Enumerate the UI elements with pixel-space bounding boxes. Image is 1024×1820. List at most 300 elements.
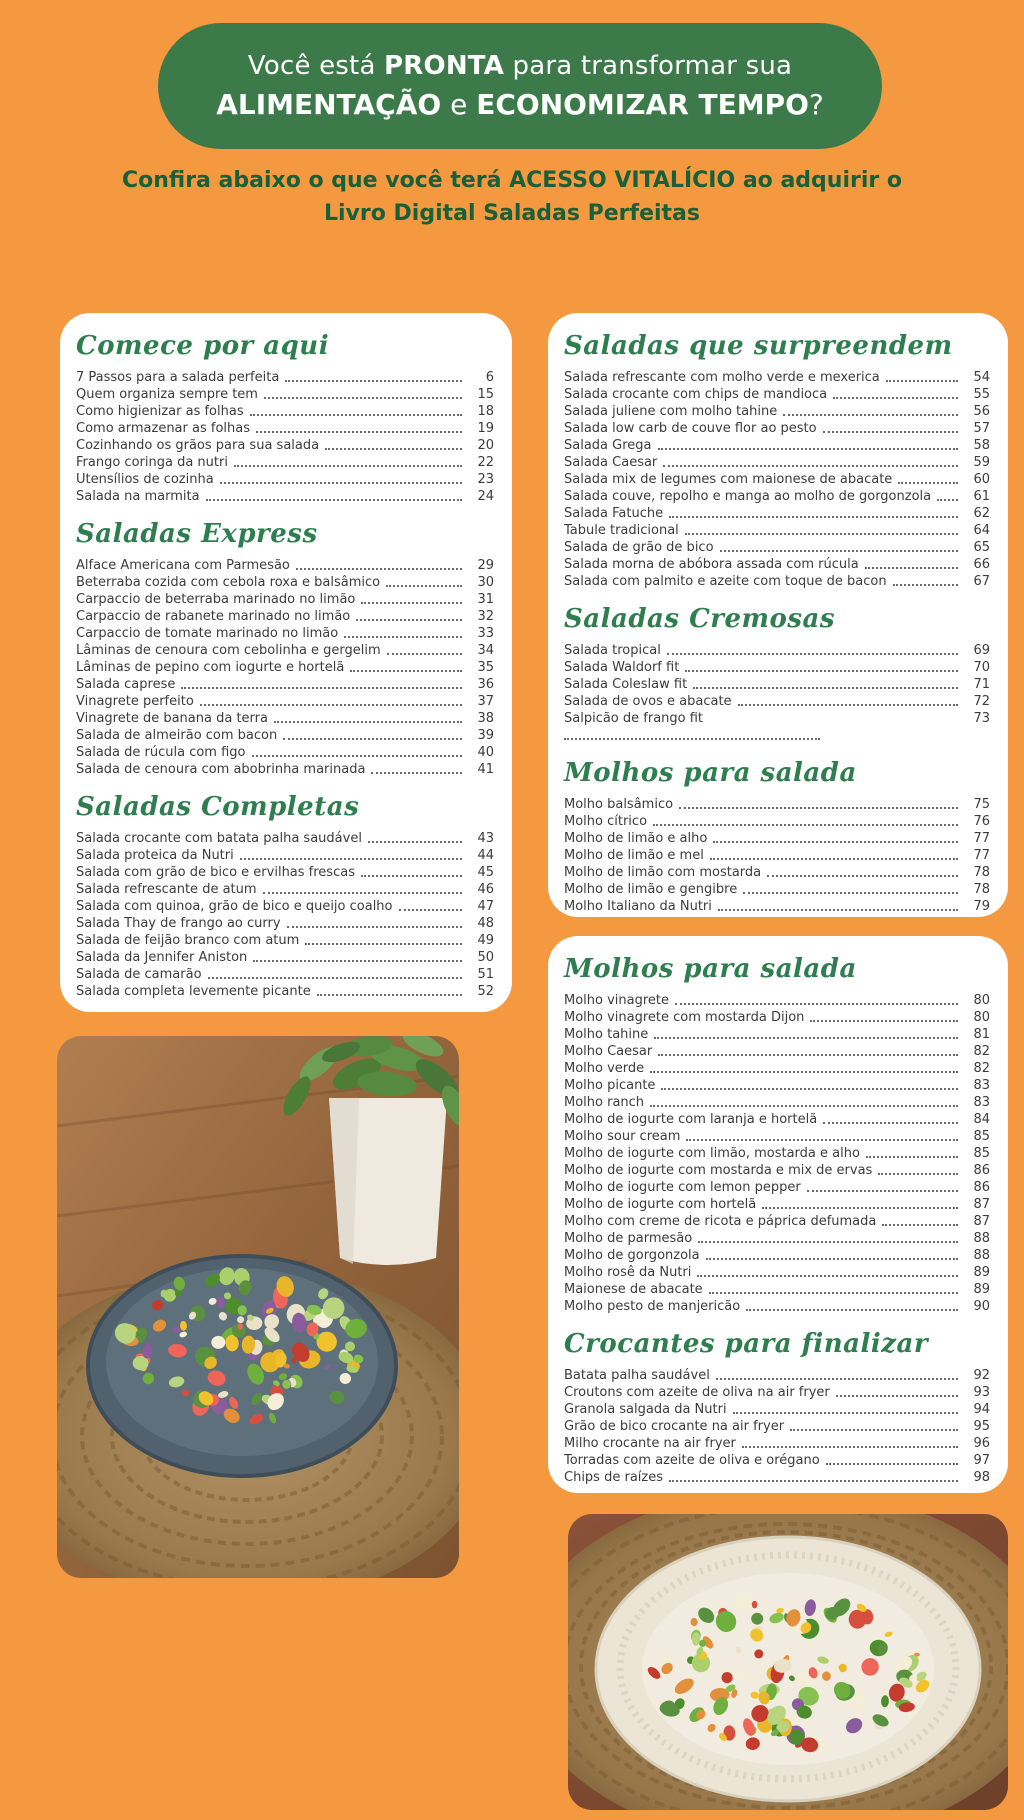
toc-item-label: Vinagrete de banana da terra: [76, 711, 268, 726]
toc-item: [564, 1435, 990, 1452]
dot-leader: [234, 465, 462, 467]
toc-item: [564, 369, 990, 386]
toc-item: [76, 403, 494, 420]
toc-item: [76, 881, 494, 898]
toc-item: [564, 1009, 990, 1026]
toc-item: [564, 386, 990, 403]
dot-leader: [250, 414, 462, 416]
toc-item-page: 85: [973, 1146, 990, 1161]
salad-photo-left: [57, 1036, 459, 1578]
toc-item: [564, 1043, 990, 1060]
toc-item-page: 20: [477, 438, 494, 453]
toc-item-label: Molho de iogurte com laranja e hortelã: [564, 1112, 818, 1127]
toc-item: [76, 386, 494, 403]
toc-item-page: 55: [973, 387, 990, 402]
toc-item-label: Salada tropical: [564, 643, 661, 658]
toc-item-label: Como armazenar as folhas: [76, 421, 250, 436]
dot-leader: [679, 807, 958, 809]
dot-leader: [767, 875, 958, 877]
toc-item: [564, 403, 990, 420]
toc-item-label: Salada juliene com molho tahine: [564, 404, 778, 419]
dot-leader: [882, 1224, 958, 1226]
toc-item-page: 88: [973, 1231, 990, 1246]
toc-item-label: Molho sour cream: [564, 1129, 681, 1144]
subtitle: [0, 164, 1024, 230]
toc-item-page: 39: [477, 728, 494, 743]
toc-item: [564, 1247, 990, 1264]
toc-item: [564, 813, 990, 830]
toc-item: [76, 864, 494, 881]
toc-item-page: 29: [477, 558, 494, 573]
toc-item-label: Salada completa levemente picante: [76, 984, 311, 999]
toc-item-page: 79: [973, 899, 990, 914]
toc-item-page: 41: [477, 762, 494, 777]
dot-leader: [356, 619, 462, 621]
toc-item-page: 78: [973, 865, 990, 880]
toc-item: [76, 693, 494, 710]
dot-leader: [350, 670, 462, 672]
toc-item-page: 31: [477, 592, 494, 607]
toc-item-label: Salada de grão de bico: [564, 540, 714, 555]
toc-card-right-top: [548, 313, 1008, 917]
toc-item-page: 40: [477, 745, 494, 760]
dot-leader: [658, 448, 959, 450]
toc-item-page: 71: [973, 677, 990, 692]
toc-item-page: 87: [973, 1197, 990, 1212]
toc-item-page: 86: [973, 1180, 990, 1195]
dot-leader: [287, 926, 462, 928]
dot-leader: [240, 858, 462, 860]
toc-item: [564, 1367, 990, 1384]
dot-leader: [746, 1309, 958, 1311]
toc-item: [564, 505, 990, 522]
toc-item: [564, 676, 990, 693]
dot-leader: [836, 1395, 958, 1397]
dot-leader: [181, 687, 462, 689]
dot-leader: [866, 1156, 958, 1158]
toc-item-page: 76: [973, 814, 990, 829]
toc-item-page: 75: [973, 797, 990, 812]
subtitle-line1: Confira abaixo o que você terá ACESSO VITALÍCIO ao adquirir o: [121, 168, 903, 193]
toc-item-page: 33: [477, 626, 494, 641]
toc-item-label: Molho de iogurte com lemon pepper: [564, 1180, 801, 1195]
dot-leader: [368, 841, 462, 843]
toc-item-page: 83: [973, 1078, 990, 1093]
dot-leader: [220, 482, 462, 484]
toc-item-label: Molho de iogurte com hortelã: [564, 1197, 757, 1212]
toc-item-page: 60: [973, 472, 990, 487]
toc-item: [564, 539, 990, 556]
toc-item-label: Salada Waldorf fit: [564, 660, 680, 675]
toc-item-page: 84: [973, 1112, 990, 1127]
dot-leader: [709, 1292, 958, 1294]
toc-item: [564, 556, 990, 573]
dot-leader: [669, 1480, 958, 1482]
dot-leader: [762, 1207, 958, 1209]
toc-item-label: Salada Caesar: [564, 455, 658, 470]
dot-leader: [823, 431, 958, 433]
toc-item: [76, 420, 494, 437]
toc-item-label: Salada de camarão: [76, 967, 202, 982]
toc-item-page: 96: [973, 1436, 990, 1451]
toc-item-label: Batata palha saudável: [564, 1368, 710, 1383]
dot-leader: [716, 1378, 958, 1380]
toc-item-label: Salada low carb de couve flor ao pesto: [564, 421, 817, 436]
section-heading: Molhos para salada: [564, 954, 857, 984]
toc-item: [76, 966, 494, 983]
section-heading: Comece por aqui: [76, 331, 330, 361]
toc-item-label: Salada Coleslaw fit: [564, 677, 688, 692]
toc-item-label: Molho de limão com mostarda: [564, 865, 762, 880]
toc-item-label: Salada na marmita: [76, 489, 200, 504]
dot-leader: [661, 1088, 958, 1090]
toc-item-page: 98: [973, 1470, 990, 1485]
dot-leader: [317, 994, 462, 996]
toc-item-page: 35: [477, 660, 494, 675]
dot-leader: [698, 1241, 958, 1243]
toc-item-page: 95: [973, 1419, 990, 1434]
dot-leader: [654, 1037, 958, 1039]
dot-leader: [718, 909, 958, 911]
dot-leader: [826, 1463, 958, 1465]
headline-segment-bold: ECONOMIZAR TEMPO: [476, 88, 809, 121]
toc-item-page: 6: [485, 370, 494, 385]
toc-item-label: Carpaccio de beterraba marinado no limão: [76, 592, 356, 607]
dot-leader: [274, 721, 462, 723]
dot-leader: [693, 687, 958, 689]
section-heading: Saladas que surpreendem: [564, 331, 953, 361]
toc-item-page: 58: [973, 438, 990, 453]
toc-item-page: 72: [973, 694, 990, 709]
dot-leader: [283, 738, 462, 740]
toc-item-label: Molho ranch: [564, 1095, 645, 1110]
toc-item-page: 80: [973, 993, 990, 1008]
toc-item: [564, 898, 990, 915]
toc-item-label: Grão de bico crocante na air fryer: [564, 1419, 785, 1434]
toc-item-page: 73: [973, 711, 990, 726]
toc-item-label: Salada com grão de bico e ervilhas frescas: [76, 865, 355, 880]
toc-item-label: Molho de parmesão: [564, 1231, 693, 1246]
dot-leader: [296, 568, 462, 570]
toc-item-page: 86: [973, 1163, 990, 1178]
toc-item: [564, 710, 990, 727]
toc-item-label: Salada de rúcula com figo: [76, 745, 246, 760]
toc-item-page: 67: [973, 574, 990, 589]
toc-item: [76, 591, 494, 608]
toc-item-page: 93: [973, 1385, 990, 1400]
toc-item: [76, 744, 494, 761]
dot-leader: [253, 960, 462, 962]
toc-item-label: Quem organiza sempre tem: [76, 387, 258, 402]
toc-item-page: 19: [477, 421, 494, 436]
dot-leader: [675, 1003, 958, 1005]
toc-item: [76, 710, 494, 727]
dot-leader: [667, 653, 958, 655]
toc-item-label: Molho de iogurte com mostarda e mix de ervas: [564, 1163, 873, 1178]
dot-leader: [200, 704, 462, 706]
toc-item: [564, 1384, 990, 1401]
dot-leader: [865, 567, 958, 569]
toc-item-page: 23: [477, 472, 494, 487]
dot-leader: [325, 448, 462, 450]
dot-leader: [399, 909, 462, 911]
toc-item-page: 47: [477, 899, 494, 914]
dot-leader: [743, 892, 958, 894]
toc-item: [564, 881, 990, 898]
dot-leader: [713, 841, 958, 843]
toc-item-page: 37: [477, 694, 494, 709]
toc-item: [564, 488, 990, 505]
toc-item-label: Molho cítrico: [564, 814, 648, 829]
dot-leader: [361, 602, 462, 604]
toc-item-label: Molho tahine: [564, 1027, 649, 1042]
toc-item: [76, 727, 494, 744]
dot-leader: [710, 858, 958, 860]
toc-item-label: Frango coringa da nutri: [76, 455, 228, 470]
toc-item-label: Salada de feijão branco com atum: [76, 933, 300, 948]
toc-item: [564, 1469, 990, 1486]
toc-item-page: 24: [477, 489, 494, 504]
toc-item: [564, 471, 990, 488]
toc-item-page: 77: [973, 848, 990, 863]
dot-leader: [807, 1190, 958, 1192]
toc-item-page: 51: [477, 967, 494, 982]
toc-item-label: Molho com creme de ricota e páprica defumada: [564, 1214, 877, 1229]
section-heading: Saladas Completas: [76, 792, 360, 822]
toc-item: [76, 898, 494, 915]
toc-item-page: 70: [973, 660, 990, 675]
toc-item-label: Salada de almeirão com bacon: [76, 728, 278, 743]
toc-item: [564, 659, 990, 676]
dot-leader: [733, 1412, 958, 1414]
headline-segment-bold: PRONTA: [384, 51, 505, 81]
dot-leader: [669, 516, 958, 518]
toc-item: [564, 1196, 990, 1213]
toc-item: [564, 1094, 990, 1111]
toc-item-page: 64: [973, 523, 990, 538]
toc-item-label: Salada refrescante de atum: [76, 882, 257, 897]
toc-item-page: 80: [973, 1010, 990, 1025]
toc-item-page: 22: [477, 455, 494, 470]
toc-item-label: Salada Grega: [564, 438, 652, 453]
toc-item-label: Vinagrete perfeito: [76, 694, 194, 709]
toc-item-label: Molho de limão e gengibre: [564, 882, 738, 897]
toc-item-label: Molho Caesar: [564, 1044, 653, 1059]
toc-item: [76, 830, 494, 847]
toc-item-page: 62: [973, 506, 990, 521]
dot-leader: [208, 977, 462, 979]
toc-item-label: Torradas com azeite de oliva e orégano: [564, 1453, 820, 1468]
toc-item: [76, 847, 494, 864]
dot-leader: [371, 772, 462, 774]
headline-segment: e: [441, 88, 477, 121]
toc-item-label: Salada Fatuche: [564, 506, 664, 521]
toc-item-page: 66: [973, 557, 990, 572]
headline-segment: ?: [808, 88, 824, 121]
toc-item-label: Chips de raízes: [564, 1470, 663, 1485]
section-heading: Crocantes para finalizar: [564, 1329, 929, 1359]
toc-item-page: 49: [477, 933, 494, 948]
toc-item: [564, 642, 990, 659]
toc-item: [76, 676, 494, 693]
dot-leader: [252, 755, 462, 757]
toc-item: [76, 915, 494, 932]
toc-item-label: Croutons com azeite de oliva na air fryer: [564, 1385, 830, 1400]
toc-item-page: 83: [973, 1095, 990, 1110]
toc-item-label: Salada Thay de frango ao curry: [76, 916, 281, 931]
toc-item-label: Milho crocante na air fryer: [564, 1436, 736, 1451]
toc-item-label: Utensílios de cozinha: [76, 472, 214, 487]
toc-item-label: Molho rosê da Nutri: [564, 1265, 692, 1280]
toc-item-page: 69: [973, 643, 990, 658]
toc-item: [564, 437, 990, 454]
toc-item-label: Maionese de abacate: [564, 1282, 703, 1297]
toc-item: [564, 1179, 990, 1196]
toc-item-page: 94: [973, 1402, 990, 1417]
dot-leader: [898, 482, 958, 484]
toc-item-page: 46: [477, 882, 494, 897]
toc-item: [564, 864, 990, 881]
dot-leader: [663, 465, 958, 467]
dot-leader: [653, 824, 958, 826]
toc-item-page: 18: [477, 404, 494, 419]
dot-leader: [937, 499, 958, 501]
section-heading: Saladas Cremosas: [564, 604, 835, 634]
toc-item-label: Molho picante: [564, 1078, 656, 1093]
dot-leader: [833, 397, 958, 399]
toc-item: [76, 949, 494, 966]
toc-item: [76, 659, 494, 676]
toc-item-page: 89: [973, 1265, 990, 1280]
toc-item-page: 43: [477, 831, 494, 846]
toc-item-page: 61: [973, 489, 990, 504]
toc-item: [564, 420, 990, 437]
dot-leader: [738, 704, 958, 706]
toc-item: [564, 1264, 990, 1281]
dot-leader: [697, 1275, 958, 1277]
dot-leader: [686, 1139, 958, 1141]
toc-item-page: 82: [973, 1044, 990, 1059]
toc-item-label: Salada crocante com chips de mandioca: [564, 387, 828, 402]
stray-dot-leader: [564, 727, 990, 744]
dot-leader: [790, 1429, 958, 1431]
toc-item: [564, 992, 990, 1009]
dot-leader: [783, 414, 958, 416]
toc-item-page: 90: [973, 1299, 990, 1314]
dot-leader: [386, 585, 462, 587]
dot-leader: [742, 1446, 958, 1448]
headline-line2: [216, 88, 824, 121]
toc-item-page: 38: [477, 711, 494, 726]
toc-item-page: 59: [973, 455, 990, 470]
headline-segment: Você está: [247, 51, 385, 81]
dot-leader: [886, 380, 958, 382]
toc-item: [564, 573, 990, 590]
toc-item-page: 82: [973, 1061, 990, 1076]
subtitle-line2: Livro Digital Saladas Perfeitas: [324, 201, 700, 226]
toc-item: [564, 1452, 990, 1469]
toc-item: [564, 1213, 990, 1230]
toc-item-page: 54: [973, 370, 990, 385]
toc-item: [76, 557, 494, 574]
toc-item-label: Salada mix de legumes com maionese de abacate: [564, 472, 893, 487]
toc-item-page: 34: [477, 643, 494, 658]
section-heading: Saladas Express: [76, 519, 318, 549]
toc-item-page: 50: [477, 950, 494, 965]
toc-item-page: 52: [477, 984, 494, 999]
headline-segment-bold: ALIMENTAÇÃO: [216, 88, 442, 121]
toc-item-page: 48: [477, 916, 494, 931]
toc-item-page: 44: [477, 848, 494, 863]
toc-item-label: Molho balsâmico: [564, 797, 674, 812]
dot-leader: [285, 380, 462, 382]
toc-item-label: Salpicão de frango fit: [564, 711, 704, 726]
toc-item: [564, 830, 990, 847]
toc-item: [564, 1128, 990, 1145]
toc-item-label: Cozinhando os grãos para sua salada: [76, 438, 320, 453]
toc-item-label: Salada com palmito e azeite com toque de bacon: [564, 574, 887, 589]
toc-item-label: Salada da Jennifer Aniston: [76, 950, 248, 965]
toc-item-label: Molho verde: [564, 1061, 645, 1076]
toc-item: [564, 1060, 990, 1077]
toc-item-label: Como higienizar as folhas: [76, 404, 244, 419]
toc-item-label: Salada com quinoa, grão de bico e queijo coalho: [76, 899, 393, 914]
toc-card-left: [60, 313, 512, 1012]
toc-item: [564, 796, 990, 813]
toc-item-label: Molho vinagrete com mostarda Dijon: [564, 1010, 805, 1025]
toc-item: [76, 932, 494, 949]
toc-item: [564, 693, 990, 710]
toc-item-page: 87: [973, 1214, 990, 1229]
dot-leader: [720, 550, 958, 552]
toc-item-label: Granola salgada da Nutri: [564, 1402, 727, 1417]
dot-leader: [256, 431, 462, 433]
toc-item: [564, 847, 990, 864]
toc-item: [564, 454, 990, 471]
toc-item: [564, 1418, 990, 1435]
dot-leader: [810, 1020, 958, 1022]
toc-item-page: 15: [477, 387, 494, 402]
toc-item: [564, 1162, 990, 1179]
toc-item-page: 57: [973, 421, 990, 436]
toc-item: [564, 1145, 990, 1162]
toc-item-page: 30: [477, 575, 494, 590]
dot-leader: [206, 499, 462, 501]
toc-item-label: Lâminas de cenoura com cebolinha e gergelim: [76, 643, 381, 658]
toc-item-label: Salada morna de abóbora assada com rúcula: [564, 557, 859, 572]
toc-item-label: Molho de limão e mel: [564, 848, 704, 863]
toc-item-page: 85: [973, 1129, 990, 1144]
toc-item: [76, 608, 494, 625]
toc-item-page: 36: [477, 677, 494, 692]
salad-photo-right: [568, 1514, 1008, 1810]
toc-item-page: 92: [973, 1368, 990, 1383]
headline-segment: para transformar sua: [504, 51, 793, 81]
toc-item-label: Lâminas de pepino com iogurte e hortelã: [76, 660, 345, 675]
dot-leader: [564, 738, 820, 740]
dot-leader: [387, 653, 462, 655]
toc-item: [76, 574, 494, 591]
toc-item-label: Molho pesto de manjericão: [564, 1299, 741, 1314]
toc-item-label: 7 Passos para a salada perfeita: [76, 370, 280, 385]
toc-item-label: Salada proteica da Nutri: [76, 848, 234, 863]
dot-leader: [706, 1258, 958, 1260]
toc-item-label: Carpaccio de rabanete marinado no limão: [76, 609, 351, 624]
dot-leader: [685, 670, 958, 672]
toc-item: [76, 761, 494, 778]
toc-item: [76, 454, 494, 471]
toc-item-label: Salada crocante com batata palha saudável: [76, 831, 362, 846]
